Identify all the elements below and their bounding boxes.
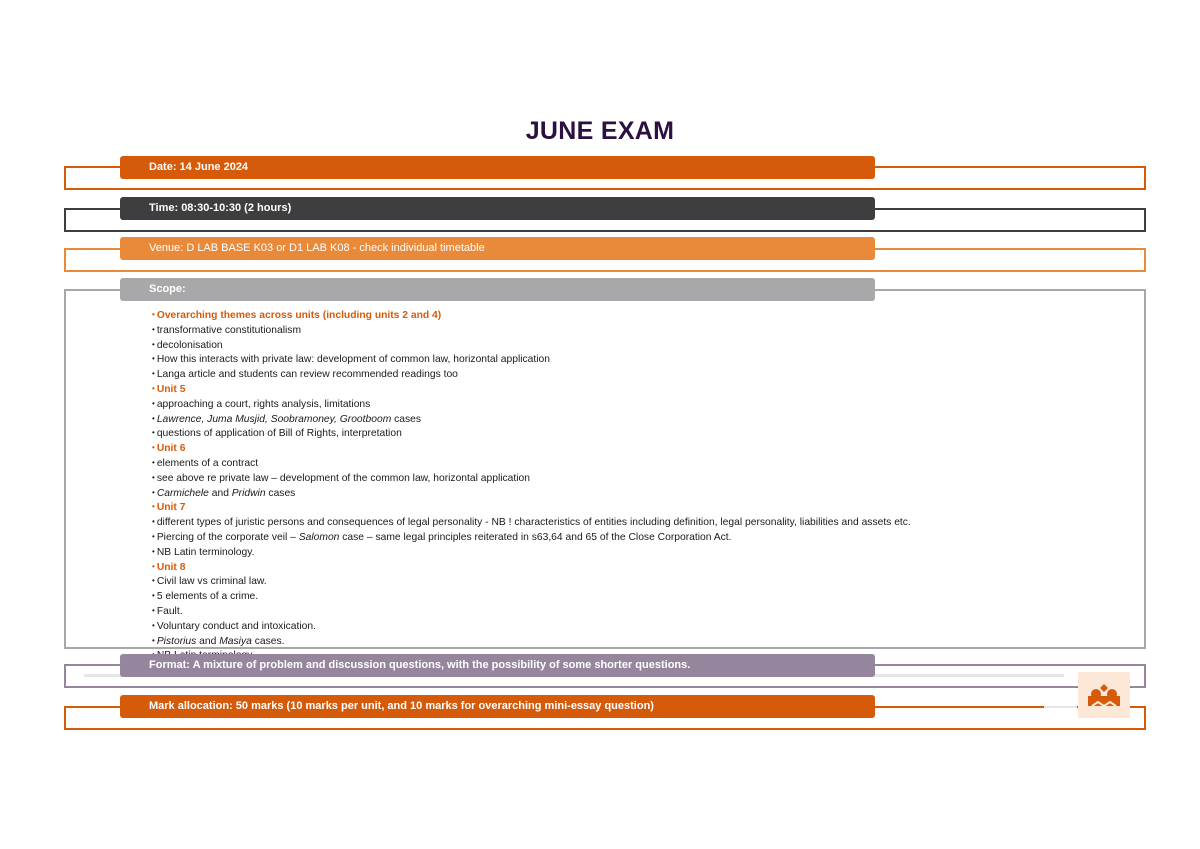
scope-text: approaching a court, rights analysis, limitations (156, 398, 371, 410)
scope-text: Unit 6 (156, 443, 186, 455)
scope-item (152, 634, 1142, 649)
bullet-icon: • (152, 398, 155, 408)
bullet-icon: • (152, 487, 155, 497)
scope-heading (152, 500, 1142, 515)
bullet-icon: • (152, 369, 155, 379)
scope-text: Voluntary conduct and intoxication. (156, 620, 316, 632)
bullet-icon: • (152, 576, 155, 586)
scope-text: Overarching themes across units (including units 2 and 4) (156, 310, 442, 321)
bullet-icon: • (152, 517, 155, 527)
scope-item (152, 471, 1142, 486)
scope-item (152, 486, 1142, 501)
scope-text: NB Latin terminology. (156, 546, 255, 558)
scope-text: questions of application of Bill of Rights, interpretation (156, 428, 402, 440)
scope-item (152, 604, 1142, 619)
scope-text: elements of a contract (156, 457, 259, 469)
bullet-icon: • (152, 443, 155, 453)
case-name: Pistorius (156, 635, 197, 647)
bullet-icon: • (152, 428, 155, 438)
bullet-icon: • (152, 620, 155, 630)
scope-text: Langa article and students can review recommended readings too (156, 369, 458, 381)
scope-item (152, 412, 1142, 427)
bullet-icon: • (152, 324, 155, 334)
scope-text: cases. (251, 635, 285, 647)
bullet-icon: • (152, 339, 155, 349)
page-title: JUNE EXAM (525, 117, 675, 145)
scope-item (152, 619, 1142, 634)
bullet-icon: • (152, 383, 155, 393)
scope-item (152, 574, 1142, 589)
scope-list (152, 308, 1142, 663)
bullet-icon: • (152, 561, 155, 571)
case-name: Masiya (219, 635, 252, 647)
time-bar: Time: 08:30-10:30 (2 hours) (120, 197, 875, 220)
case-name: Lawrence, Juma Musjid, Soobramoney, Grootboom (156, 413, 392, 425)
bullet-icon: • (152, 531, 155, 541)
scope-text: cases (391, 413, 422, 425)
bullet-icon: • (152, 413, 155, 423)
university-logo-icon (1078, 672, 1130, 718)
bullet-icon: • (152, 354, 155, 364)
scope-text: decolonisation (156, 339, 223, 351)
scope-text: and (196, 635, 220, 647)
bullet-icon: • (152, 635, 155, 645)
scope-item (152, 426, 1142, 441)
bullet-icon: • (152, 457, 155, 467)
scope-text: different types of juristic persons and consequences of legal personality - NB ! characteristics of entities including definition, legal personality, liabilities and assets etc. (156, 517, 911, 529)
scope-item (152, 456, 1142, 471)
venue-bar: Venue: D LAB BASE K03 or D1 LAB K08 - check individual timetable (120, 237, 875, 260)
scope-text: Civil law vs criminal law. (156, 576, 267, 588)
scope-text: cases (265, 487, 296, 499)
scope-heading (152, 441, 1142, 456)
scope-item (152, 352, 1142, 367)
bullet-icon: • (152, 502, 155, 512)
bullet-icon: • (152, 310, 155, 319)
case-name: Salomon (298, 531, 340, 543)
bullet-icon: • (152, 546, 155, 556)
bullet-icon: • (152, 472, 155, 482)
logo-divider (1044, 706, 1077, 708)
marks-bar: Mark allocation: 50 marks (10 marks per unit, and 10 marks for overarching mini-essay question) (120, 695, 875, 718)
scope-text: Fault. (156, 605, 183, 617)
scope-item (152, 397, 1142, 412)
scope-text: case – same legal principles reiterated in s63,64 and 65 of the Close Corporation Act. (339, 531, 732, 543)
scope-text: Unit 8 (156, 561, 186, 573)
scope-item (152, 515, 1142, 530)
bullet-icon: • (152, 605, 155, 615)
case-name: Pridwin (231, 487, 266, 499)
case-name: Carmichele (156, 487, 209, 499)
scope-text: transformative constitutionalism (156, 324, 302, 336)
date-bar: Date: 14 June 2024 (120, 156, 875, 179)
scope-heading (152, 382, 1142, 397)
format-bar: Format: A mixture of problem and discussion questions, with the possibility of some shorter questions. (120, 654, 875, 677)
scope-heading (152, 308, 1142, 323)
scope-text: Piercing of the corporate veil – (156, 531, 299, 543)
scope-text: see above re private law – development of the common law, horizontal application (156, 472, 531, 484)
scope-text: 5 elements of a crime. (156, 591, 259, 603)
bullet-icon: • (152, 591, 155, 601)
scope-item (152, 323, 1142, 338)
scope-item (152, 589, 1142, 604)
scope-text: Unit 5 (156, 383, 186, 395)
scope-item (152, 545, 1142, 560)
scope-item (152, 367, 1142, 382)
scope-item (152, 530, 1142, 545)
scope-text: Unit 7 (156, 502, 186, 514)
scope-bar: Scope: (120, 278, 875, 301)
scope-text: and (208, 487, 232, 499)
scope-item (152, 338, 1142, 353)
scope-text: How this interacts with private law: development of common law, horizontal application (156, 354, 550, 366)
scope-heading (152, 560, 1142, 575)
